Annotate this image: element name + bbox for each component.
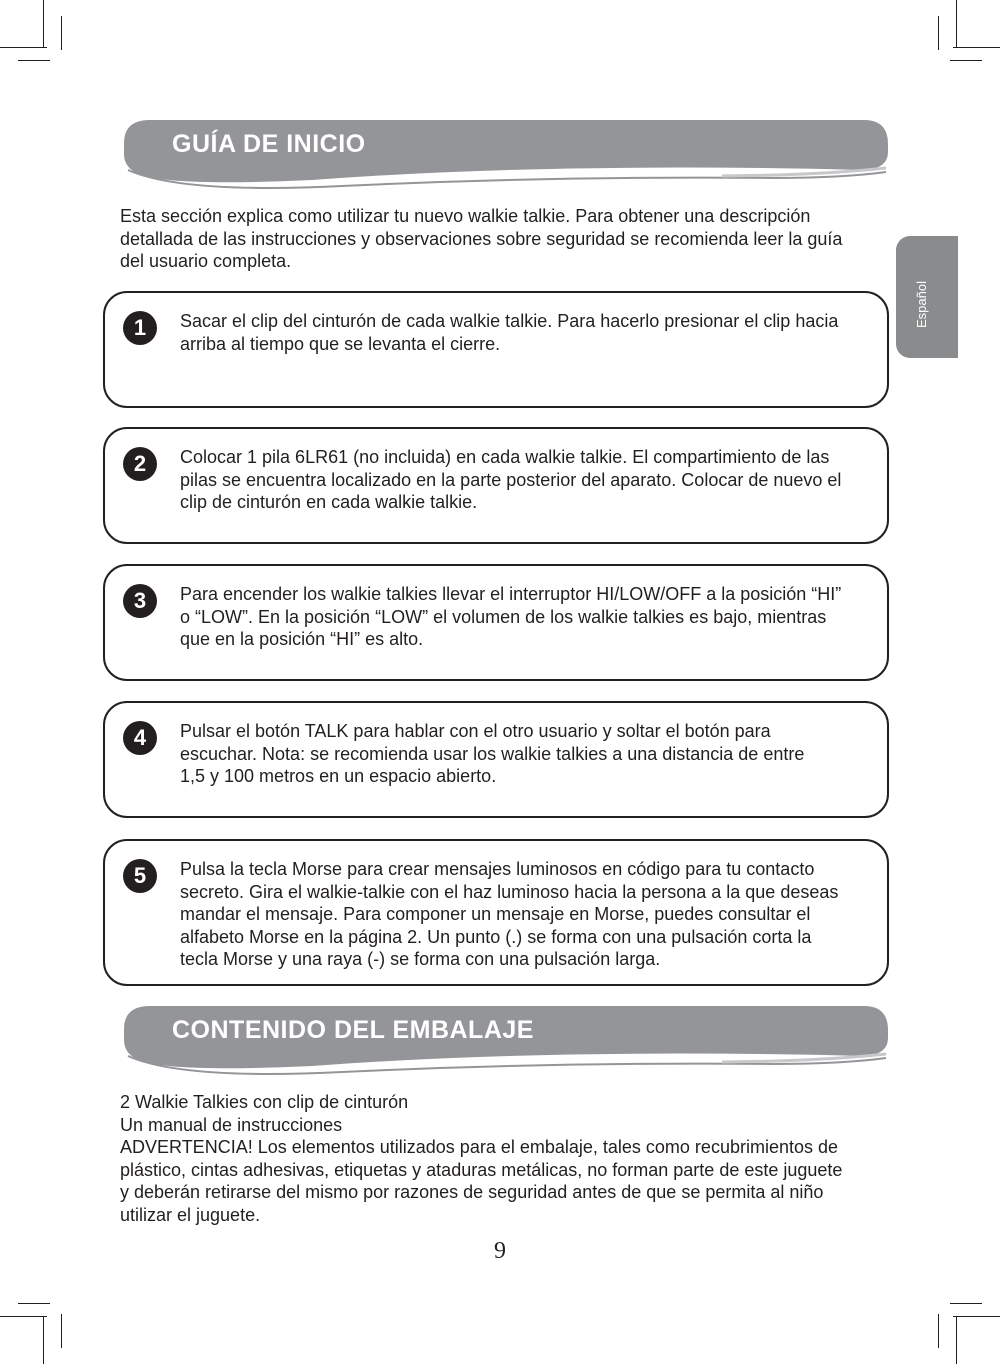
- section-banner-contents: [122, 1004, 888, 1076]
- step-line: 1,5 y 100 metros en un espacio abierto.: [180, 766, 497, 786]
- step-number-badge: 1: [123, 311, 157, 345]
- step-line: mandar el mensaje. Para componer un mensaje en Morse, puedes consultar el: [180, 904, 811, 924]
- step-number-badge: 4: [123, 721, 157, 755]
- section-title-contents: CONTENIDO DEL EMBALAJE: [172, 1016, 534, 1044]
- step-line: Sacar el clip del cinturón de cada walkie talkie. Para hacerlo presionar el clip hacia: [180, 311, 839, 331]
- step-text: [180, 446, 880, 514]
- intro-line: Esta sección explica como utilizar tu nuevo walkie talkie. Para obtener una descripción: [120, 206, 811, 226]
- contents-line: plástico, cintas adhesivas, etiquetas y ataduras metálicas, no forman parte de este juguete: [120, 1159, 843, 1180]
- step-line: secreto. Gira el walkie-talkie con el haz luminoso hacia la persona a la que deseas: [180, 881, 839, 902]
- step-line: tecla Morse y una raya (-) se forma con una pulsación larga.: [180, 949, 661, 969]
- step-number-badge: 5: [123, 859, 157, 893]
- step-line: clip de cinturón en cada walkie talkie.: [180, 492, 478, 512]
- intro-line: del usuario completa.: [120, 251, 292, 271]
- step-text: [180, 720, 880, 788]
- step-line: o “LOW”. En la posición “LOW” el volumen de los walkie talkies es bajo, mientras: [180, 606, 827, 627]
- step-box-5: [103, 839, 889, 986]
- step-line: que en la posición “HI” es alto.: [180, 629, 424, 649]
- intro-line: detallada de las instrucciones y observaciones sobre seguridad se recomienda leer la guía: [120, 228, 843, 249]
- step-text: [180, 583, 880, 651]
- step-box-1: [103, 291, 889, 408]
- step-line: escuchar. Nota: se recomienda usar los walkie talkies a una distancia de entre: [180, 743, 805, 764]
- step-line: alfabeto Morse en la página 2. Un punto (.) se forma con una pulsación corta la: [180, 926, 812, 947]
- language-tab: [896, 236, 958, 358]
- contents-line: y deberán retirarse del mismo por razones de seguridad antes de que se permita al niño: [120, 1182, 824, 1202]
- step-line: pilas se encuentra localizado en la parte posterior del aparato. Colocar de nuevo el: [180, 469, 842, 490]
- step-text: [180, 310, 880, 355]
- intro-paragraph: [120, 205, 880, 273]
- section-title-start: GUÍA DE INICIO: [172, 130, 366, 158]
- contents-line: 2 Walkie Talkies con clip de cinturón: [120, 1092, 409, 1112]
- step-text: [180, 858, 880, 971]
- step-line: Colocar 1 pila 6LR61 (no incluida) en cada walkie talkie. El compartimiento de las: [180, 447, 830, 467]
- contents-line: ADVERTENCIA! Los elementos utilizados para el embalaje, tales como recubrimientos de: [120, 1137, 839, 1157]
- step-box-2: [103, 427, 889, 544]
- contents-line: Un manual de instrucciones: [120, 1114, 343, 1135]
- step-box-4: [103, 701, 889, 818]
- step-line: Pulsar el botón TALK para hablar con el otro usuario y soltar el botón para: [180, 721, 771, 741]
- step-number-badge: 2: [123, 447, 157, 481]
- step-box-3: [103, 564, 889, 681]
- contents-paragraph: [120, 1091, 880, 1226]
- step-line: Para encender los walkie talkies llevar el interruptor HI/LOW/OFF a la posición “HI”: [180, 584, 842, 604]
- page-number: 9: [494, 1238, 506, 1264]
- step-number-badge: 3: [123, 584, 157, 618]
- language-tab-label: Español: [914, 281, 929, 328]
- step-line: Pulsa la tecla Morse para crear mensajes luminosos en código para tu contacto: [180, 859, 815, 879]
- step-line: arriba al tiempo que se levanta el cierre.: [180, 333, 501, 354]
- contents-line: utilizar el juguete.: [120, 1204, 261, 1225]
- section-banner-start: [122, 118, 888, 190]
